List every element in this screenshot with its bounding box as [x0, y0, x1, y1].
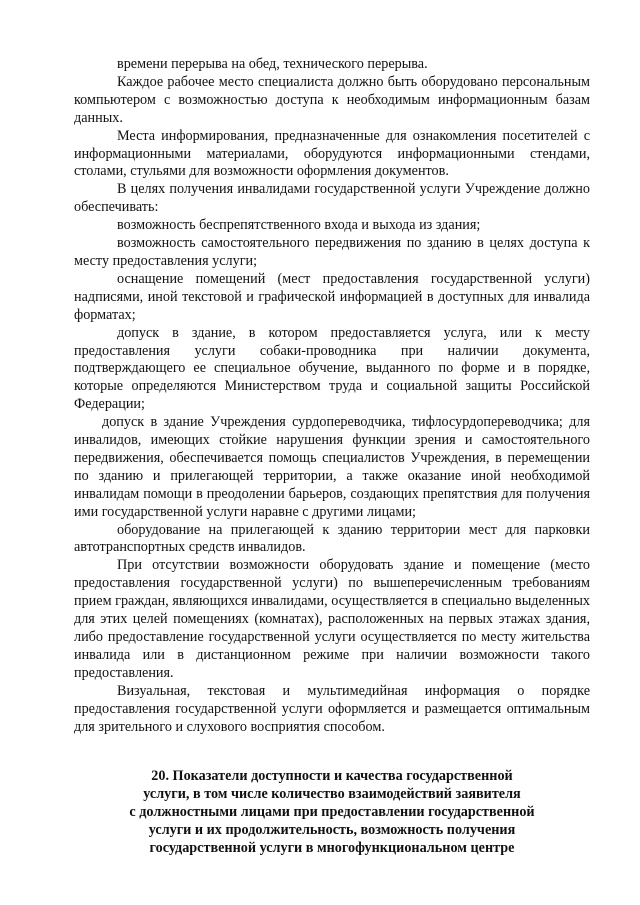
paragraph: времени перерыва на обед, технического перерыва.: [117, 56, 428, 72]
section-heading: 20. Показатели доступности и качества государственной услуги, в том числе количество взаимодействий заявителя с должностными лицами при предоставлении государственной услуги и их продолжительность, возможность получения государственной услуги в многофункциональном центре: [129, 768, 535, 857]
paragraph: В целях получения инвалидами государственной услуги Учреждение должно обеспечивать:: [74, 181, 590, 216]
paragraph: возможность самостоятельного передвижения по зданию в целях доступа к месту предоставления услуги;: [74, 235, 590, 269]
paragraph: допуск в здание, в котором предоставляется услуга, или к месту предоставления услуги собаки-проводника при наличии документа, подтверждающего ее специальное обучение, выданного по форме и в порядке, которые определяются Министерством труда и социальной защиты Российской Федерации;: [74, 324, 590, 413]
document-page: [74, 56, 590, 858]
paragraph: Места информирования, предназначенные для ознакомления посетителей с информационными материалами, оборудуются информационными стендами, столами, стульями для возможности оформления документов.: [74, 127, 590, 180]
paragraph: оборудование на прилегающей к зданию территории мест для парковки автотранспортных средств инвалидов.: [74, 521, 590, 556]
paragraph: возможность беспрепятственного входа и выхода из здания;: [117, 217, 481, 234]
paragraph: Каждое рабочее место специалиста должно быть оборудовано персональным компьютером с возможностью доступа к необходимым информационным базам данных.: [74, 73, 590, 126]
paragraph: Визуальная, текстовая и мультимедийная информация о порядке предоставления государственной услуги оформляется и размещается оптимальным для зрительного и слухового восприятия способом.: [74, 682, 590, 735]
paragraph: При отсутствии возможности оборудовать здание и помещение (место предоставления государственной услуги) по вышеперечисленным требованиям прием граждан, являющихся инвалидами, осуществляется в специально выделенных для этих целей помещениях (комнатах), расположенных на первых этажах здания, либо предоставление государственной услуги осуществляется по месту жительства инвалида или в дистанционном режиме при наличии возможности такого предоставления.: [74, 557, 590, 681]
paragraph: допуск в здание Учреждения сурдопереводчика, тифлосурдопереводчика; для инвалидов, имеющих стойкие нарушения функции зрения и самостоятельного передвижения, обеспечивается помощь специалистов Учреждения, в перемещении по зданию и прилегающей территории, а также оказание иной необходимой инвалидам помощи в преодолении барьеров, создающих препятствия для получения ими государственной услуги наравне с другими лицами;: [74, 414, 590, 520]
paragraph: оснащение помещений (мест предоставления государственной услуги) надписями, иной текстовой и графической информацией в доступных для инвалида форматах;: [74, 270, 590, 323]
